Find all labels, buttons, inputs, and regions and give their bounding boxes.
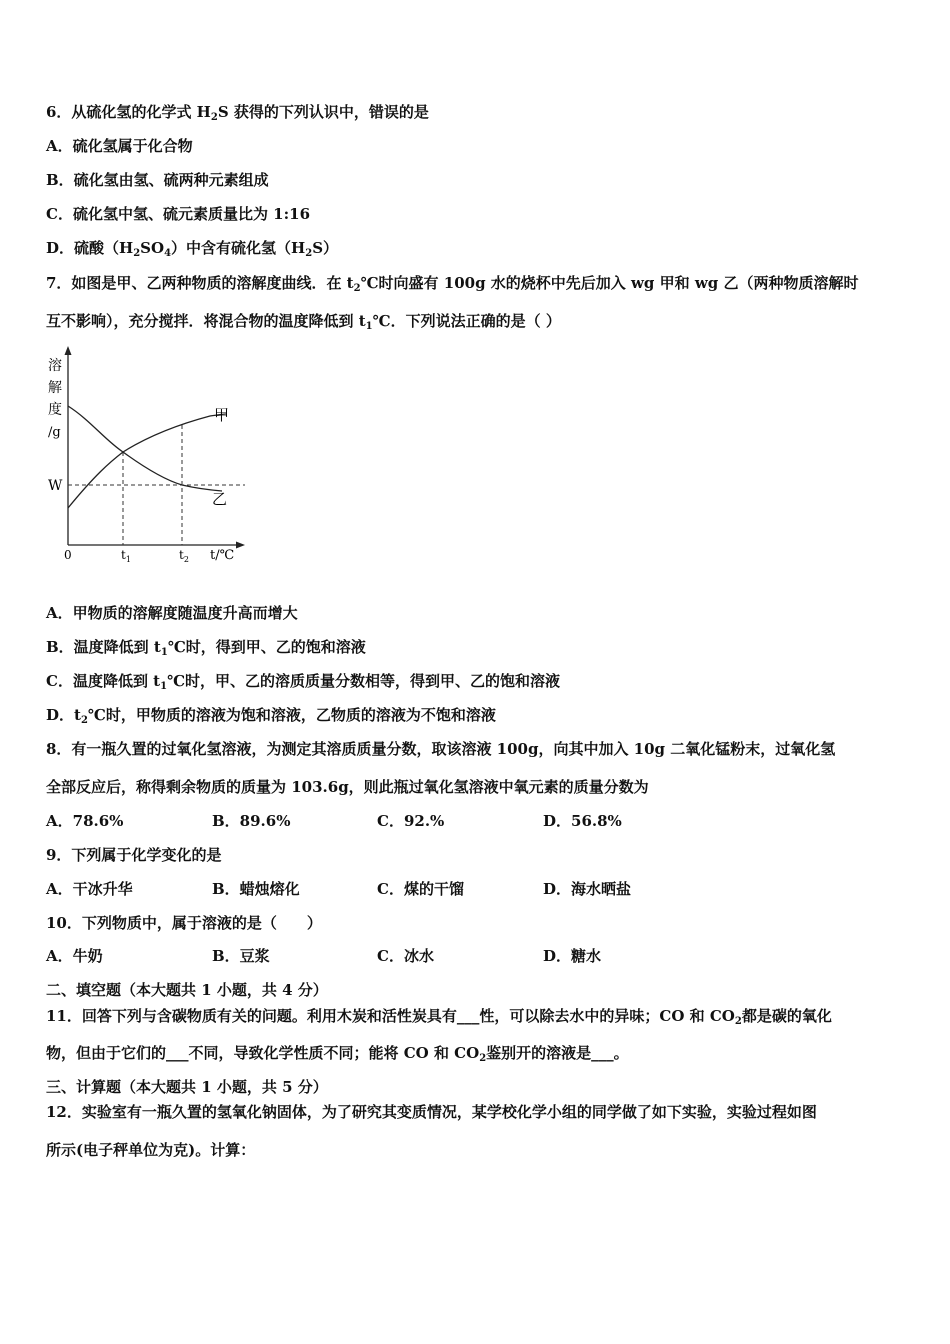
ylabel-unit: /g — [48, 425, 61, 440]
q12-line1: 12．实验室有一瓶久置的氢氧化钠固体，为了研究其变质情况，某学校化学小组的同学做了如下实验，实验过程如图 — [46, 1103, 817, 1121]
ylabel-char-1: 溶 — [48, 358, 62, 374]
q9-option-b: B．蜡烛熔化 — [212, 880, 300, 898]
q11-line2: 物，但由于它们的___不同，导致化学性质不同；能将 CO 和 $CO_2$鉴别开的溶液是___。 — [46, 1044, 629, 1064]
q8-stem-line1: 8．有一瓶久置的过氧化氢溶液，为测定其溶质质量分数，取该溶液 100g，向其中加入 10g 二氧化锰粉末，过氧化氢 — [46, 740, 836, 758]
ylabel-char-3: 度 — [48, 402, 62, 418]
q8-option-d: D．56.8% — [543, 812, 622, 830]
solubility-curve-graph — [40, 340, 260, 572]
origin-label: 0 — [64, 548, 72, 562]
series-label-yi: 乙 — [212, 490, 228, 508]
ylabel-char-2: 解 — [48, 380, 62, 396]
q8-option-c: C．92.% — [377, 812, 445, 830]
q8-stem-line2: 全部反应后，称得剩余物质的质量为 103.6g，则此瓶过氧化氢溶液中氧元素的质量分数为 — [46, 778, 649, 796]
q9-option-c: C．煤的干馏 — [377, 880, 464, 898]
q10-option-b: B．豆浆 — [212, 947, 270, 965]
q10-option-c: C．冰水 — [377, 947, 434, 965]
q7-option-c: C．温度降低到 $t_1℃$时，甲、乙的溶质质量分数相等，得到甲、乙的饱和溶液 — [46, 672, 561, 692]
x-axis-arrow — [236, 542, 245, 549]
q10-option-d: D．糖水 — [543, 947, 602, 965]
section-fill-in-heading: 二、填空题（本大题共 1 小题，共 4 分） — [46, 981, 328, 999]
q6-option-c: C．硫化氢中氢、硫元素质量比为 1:16 — [46, 205, 311, 223]
y-axis-arrow — [65, 346, 72, 355]
t1-label: $t_1$ — [121, 548, 131, 564]
q7-stem-line2: 互不影响），充分搅拌．将混合物的温度降低到 $t_1℃$．下列说法正确的是（ ） — [46, 312, 561, 332]
curve-jia — [68, 414, 226, 508]
q8-option-b: B．89.6% — [212, 812, 291, 830]
x-axis-label: t/℃ — [210, 548, 235, 563]
q6-option-d: D．硫酸$(H_2SO_4)$中含有硫化氢$(H_2S)$ — [46, 239, 339, 259]
w-label: W — [48, 478, 63, 494]
q8-option-a: A．78.6% — [46, 812, 124, 830]
q7-stem-line1: 7．如图是甲、乙两种物质的溶解度曲线．在 $t_2℃$时向盛有 100g 水的烧杯中先后加入 wg 甲和 wg 乙（两种物质溶解时 — [46, 274, 859, 294]
q10-stem: 10．下列物质中，属于溶液的是（ ） — [46, 914, 322, 932]
q6-option-b: B．硫化氢由氢、硫两种元素组成 — [46, 171, 269, 189]
q6-stem: 6．从硫化氢的化学式 $H_2S$ 获得的下列认识中，错误的是 — [46, 103, 429, 123]
q7-option-b: B．温度降低到 $t_1℃$时，得到甲、乙的饱和溶液 — [46, 638, 366, 658]
q9-stem: 9．下列属于化学变化的是 — [46, 846, 222, 864]
series-label-jia: 甲 — [214, 406, 230, 424]
q12-line2: 所示(电子秤单位为克)。计算： — [46, 1141, 256, 1159]
q9-option-d: D．海水晒盐 — [543, 880, 632, 898]
section-calc-heading: 三、计算题（本大题共 1 小题，共 5 分） — [46, 1078, 328, 1096]
q7-option-d: D．$t_2℃$时，甲物质的溶液为饱和溶液，乙物质的溶液为不饱和溶液 — [46, 706, 496, 726]
q7-option-a: A．甲物质的溶解度随温度升高而增大 — [46, 604, 298, 622]
q10-option-a: A．牛奶 — [46, 947, 103, 965]
q9-option-a: A．干冰升华 — [46, 880, 133, 898]
q6-option-a: A．硫化氢属于化合物 — [46, 137, 193, 155]
t2-label: $t_2$ — [179, 548, 189, 564]
q11-line1: 11．回答下列与含碳物质有关的问题。利用木炭和活性炭具有___性，可以除去水中的异味；CO 和 $CO_2$都是碳的氧化 — [46, 1007, 832, 1027]
